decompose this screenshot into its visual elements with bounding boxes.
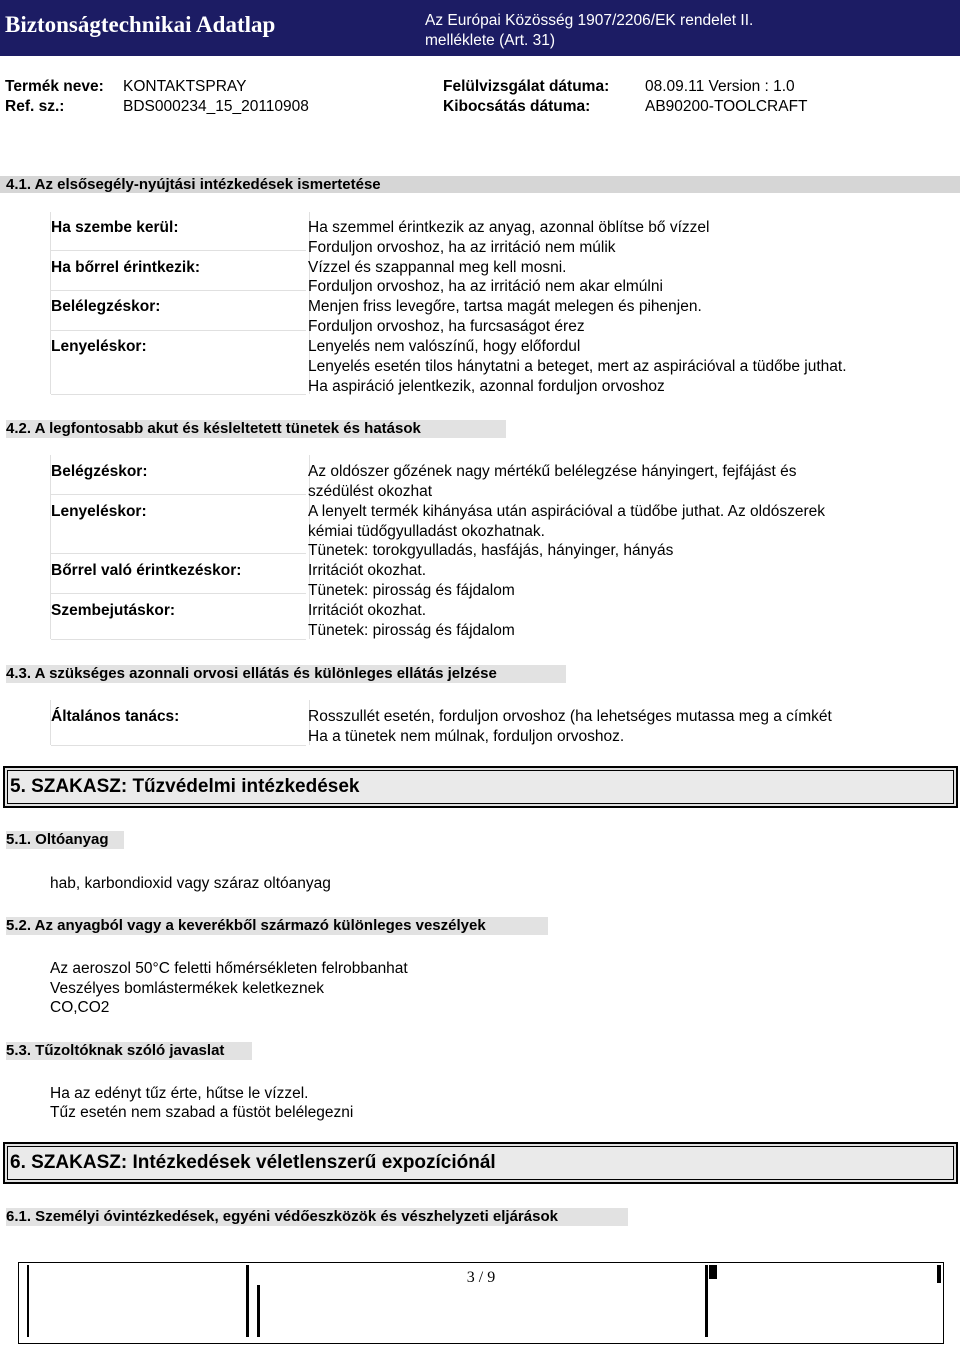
first-aid-line: Ha aspiráció jelentkezik, azonnal forduljon orvoshoz: [308, 378, 665, 395]
eye-contact-label: Ha szembe kerül:: [51, 219, 179, 236]
footer-mark: [937, 1265, 941, 1283]
section-5-3-heading: 5.3. Tűzoltóknak szóló javaslat: [6, 1042, 252, 1060]
label-divider: [51, 494, 306, 495]
firefighter-advice-line: Ha az edényt tűz érte, hűtse le vízzel.: [50, 1085, 309, 1102]
review-date-value: 08.09.11 Version : 1.0: [645, 78, 795, 95]
footer-mark: [705, 1265, 708, 1337]
ref-label: Ref. sz.:: [5, 98, 65, 115]
label-divider: [51, 330, 306, 331]
first-aid-line: Menjen friss levegőre, tartsa magát melegen és pihenjen.: [308, 298, 702, 315]
issue-date-label: Kibocsátás dátuma:: [443, 98, 591, 115]
section-6-header: [3, 1142, 958, 1184]
regulation-reference: Az Európai Közösség 1907/2206/EK rendelet II. melléklete (Art. 31): [425, 12, 754, 49]
section-5-header: [3, 766, 958, 808]
extinguishing-media-text: hab, karbondioxid vagy száraz oltóanyag: [50, 875, 331, 892]
first-aid-line: Ha szemmel érintkezik az anyag, azonnal öblítse bő vízzel: [308, 219, 710, 236]
symptom-line: szédülést okozhat: [308, 483, 433, 500]
page-number: 3 / 9: [466, 1269, 496, 1286]
ingestion-label: Lenyeléskor:: [51, 503, 147, 520]
document-title: Biztonságtechnikai Adatlap: [5, 12, 276, 37]
inhalation-label: Belégzéskor:: [51, 463, 148, 480]
skin-contact-label: Ha bőrrel érintkezik:: [51, 259, 201, 276]
ingestion-label: Lenyeléskor:: [51, 338, 147, 355]
advice-line: Ha a tünetek nem múlnak, forduljon orvoshoz.: [308, 728, 625, 745]
first-aid-line: Forduljon orvoshoz, ha az irritáció nem múlik: [308, 239, 616, 256]
section-6-1-heading: 6.1. Személyi óvintézkedések, egyéni védőeszközök és vészhelyzeti eljárások: [6, 1208, 628, 1226]
footer-mark: [27, 1265, 29, 1337]
advice-line: Rosszullét esetén, forduljon orvoshoz (ha lehetséges mutassa meg a címkét: [308, 708, 832, 725]
section-5-title: 5. SZAKASZ: Tűzvédelmi intézkedések: [10, 776, 360, 797]
symptom-line: Tünetek: pirosság és fájdalom: [308, 622, 515, 639]
symptom-line: Az oldószer gőzének nagy mértékű belélegzése hányingert, fejfájást és: [308, 463, 797, 480]
label-divider: [51, 290, 306, 291]
label-divider: [51, 745, 306, 746]
footer-mark: [246, 1265, 249, 1337]
section-5-1-heading: 5.1. Oltóanyag: [6, 831, 124, 849]
first-aid-line: Forduljon orvoshoz, ha furcsaságot érez: [308, 318, 585, 335]
symptom-line: kémiai tüdőgyulladást okozhatnak.: [308, 523, 545, 540]
first-aid-line: Vízzel és szappannal meg kell mosni.: [308, 259, 567, 276]
section-6-title: 6. SZAKASZ: Intézkedések véletlenszerű expozíciónál: [10, 1152, 496, 1173]
ref-value: BDS000234_15_20110908: [123, 98, 309, 115]
hazard-line: CO,CO2: [50, 999, 110, 1016]
product-name-label: Termék neve:: [5, 78, 104, 95]
section-4-3-heading: 4.3. A szükséges azonnali orvosi ellátás és különleges ellátás jelzése: [6, 665, 566, 683]
label-divider: [51, 593, 306, 594]
section-4-1-heading: 4.1. Az elsősegély-nyújtási intézkedések ismertetése: [6, 176, 381, 193]
label-divider: [51, 639, 306, 640]
footer-mark: [257, 1285, 260, 1337]
first-aid-line: Forduljon orvoshoz, ha az irritáció nem akar elmúlni: [308, 278, 663, 295]
symptom-line: Irritációt okozhat.: [308, 602, 427, 619]
label-divider: [51, 553, 306, 554]
symptom-line: Tünetek: pirosság és fájdalom: [308, 582, 515, 599]
product-name-value: KONTAKTSPRAY: [123, 78, 247, 95]
page-footer: [18, 1262, 944, 1344]
section-5-2-heading: 5.2. Az anyagból vagy a keverékből származó különleges veszélyek: [6, 917, 548, 935]
document-header: [0, 0, 960, 56]
symptom-line: A lenyelt termék kihányása után aspirációval a tüdőbe juthat. Az oldószerek: [308, 503, 825, 520]
general-advice-label: Általános tanács:: [51, 708, 180, 725]
footer-mark: [709, 1265, 717, 1279]
label-divider: [51, 394, 306, 395]
firefighter-advice-line: Tűz esetén nem szabad a füstöt belélegezni: [50, 1104, 354, 1121]
first-aid-line: Lenyelés esetén tilos hánytatni a beteget, mert az aspirációval a tüdőbe juthat.: [308, 358, 847, 375]
hazard-line: Veszélyes bomlástermékek keletkeznek: [50, 980, 324, 997]
label-divider: [51, 250, 306, 251]
eye-contact-label: Szembejutáskor:: [51, 602, 176, 619]
symptom-line: Irritációt okozhat.: [308, 562, 427, 579]
review-date-label: Felülvizsgálat dátuma:: [443, 78, 610, 95]
issue-date-value: AB90200-TOOLCRAFT: [645, 98, 808, 115]
symptom-line: Tünetek: torokgyulladás, hasfájás, hányinger, hányás: [308, 542, 674, 559]
inhalation-label: Belélegzéskor:: [51, 298, 161, 315]
first-aid-line: Lenyelés nem valószínű, hogy előfordul: [308, 338, 581, 355]
skin-contact-label: Bőrrel való érintkezéskor:: [51, 562, 242, 579]
hazard-line: Az aeroszol 50°C feletti hőmérsékleten felrobbanhat: [50, 960, 408, 977]
section-4-2-heading: 4.2. A legfontosabb akut és késleltetett tünetek és hatások: [6, 420, 506, 438]
